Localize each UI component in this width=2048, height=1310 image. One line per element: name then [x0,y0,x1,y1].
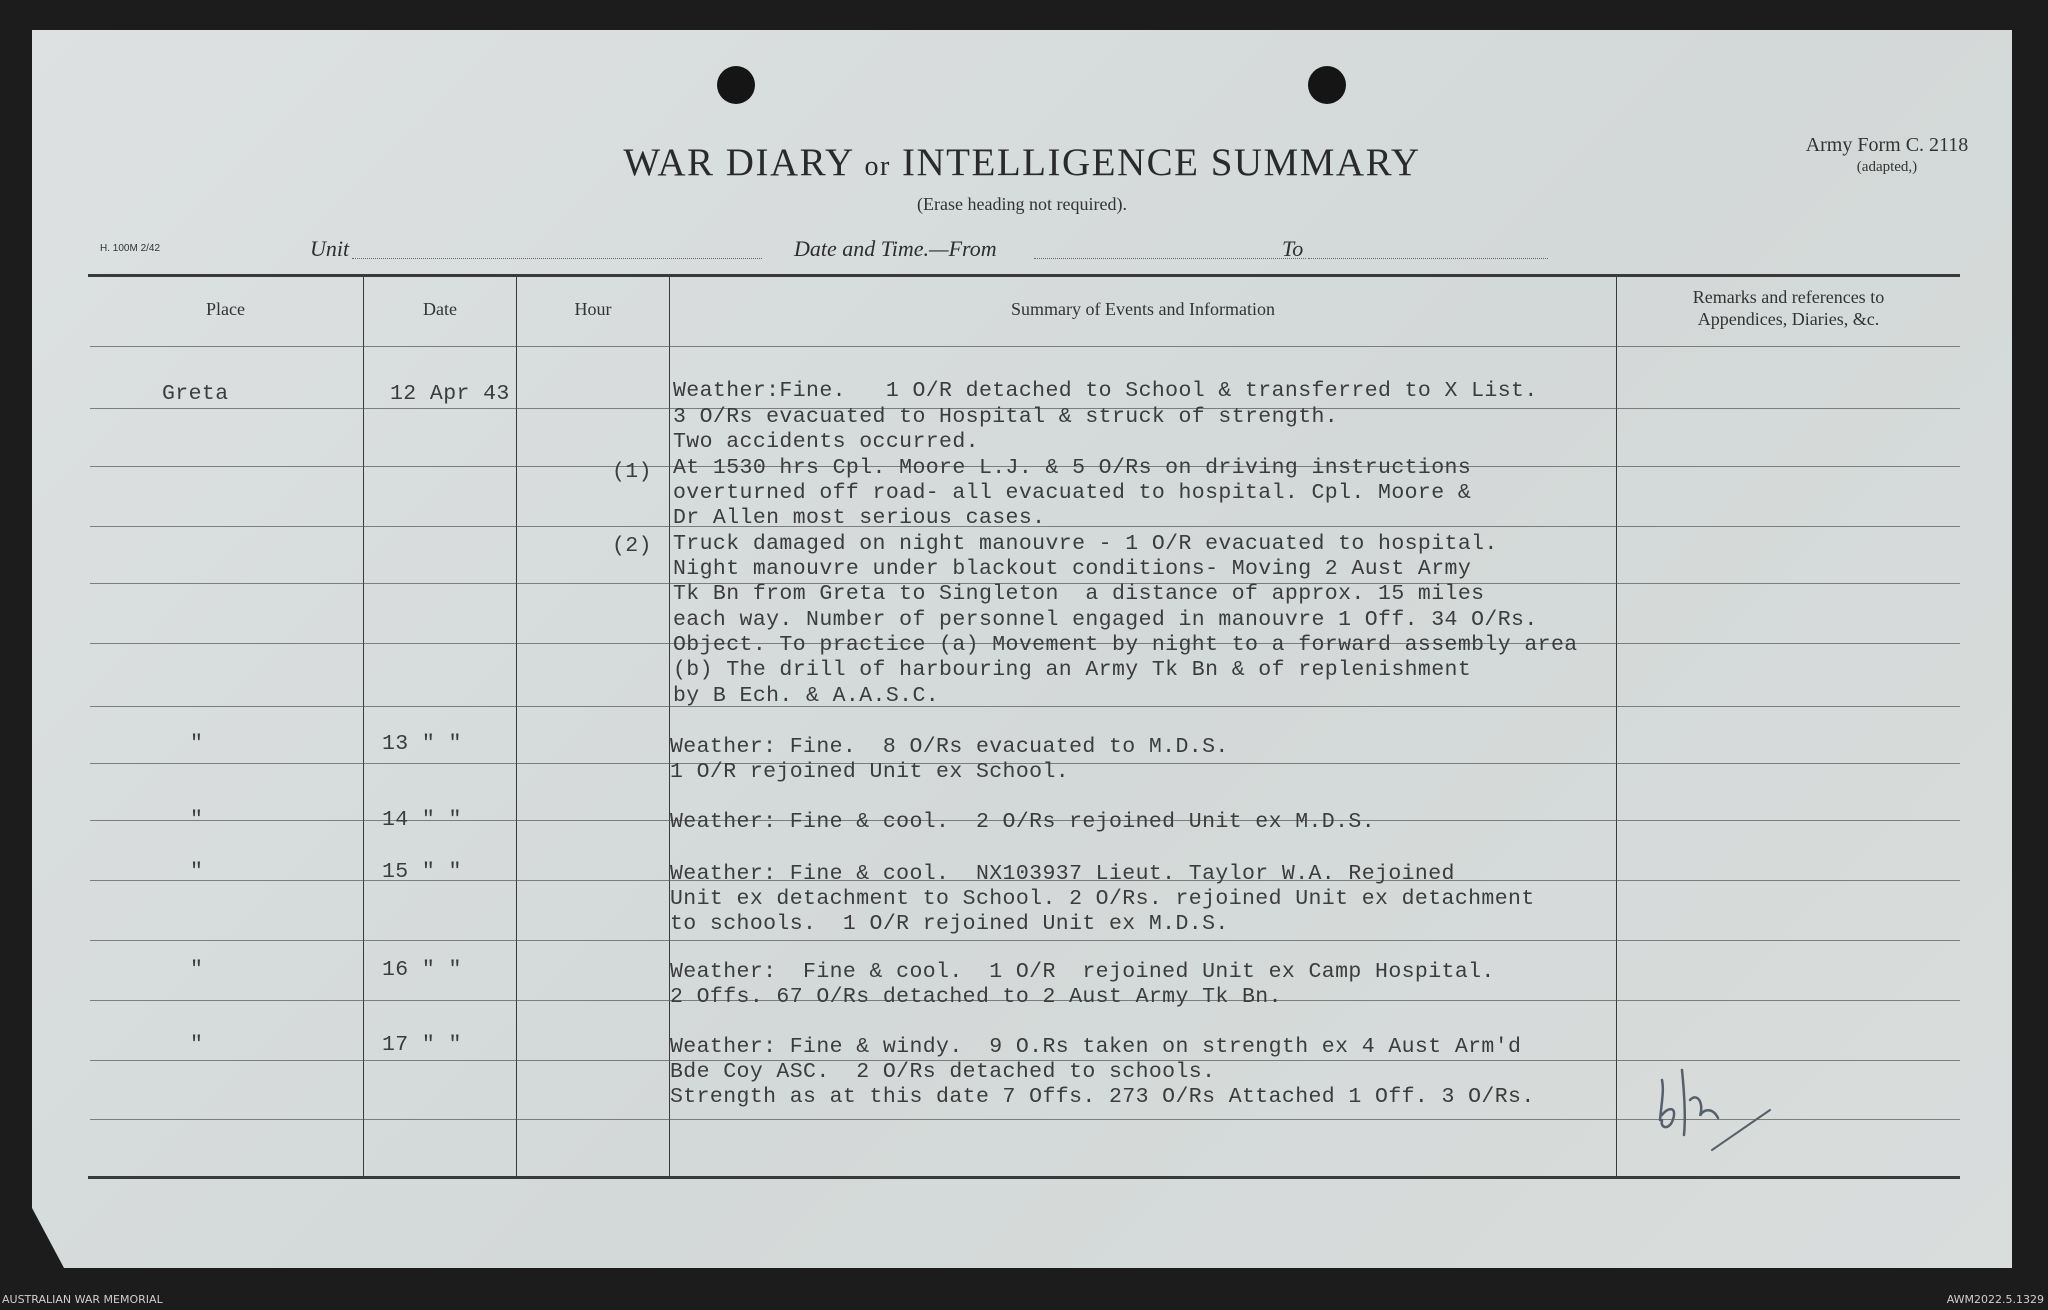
handwritten-initials-signature [1642,1060,1792,1160]
summary-line: Bde Coy ASC. 2 O/Rs detached to schools. [670,1060,1216,1084]
entry-hour-marker: (1) [612,460,652,484]
summary-line: 1 O/R rejoined Unit ex School. [670,760,1070,784]
summary-line: each way. Number of personnel engaged in manouvre 1 Off. 34 O/Rs. [673,608,1538,632]
summary-line: Weather: Fine & cool. 2 O/Rs rejoined Unit ex M.D.S. [670,810,1376,834]
title-intelligence-summary: INTELLIGENCE SUMMARY [902,141,1421,184]
remarks-header-line-1: Remarks and references to [1692,287,1885,307]
summary-line: At 1530 hrs Cpl. Moore L.J. & 5 O/Rs on driving instructions [673,456,1472,480]
summary-line: Unit ex detachment to School. 2 O/Rs. rejoined Unit ex detachment [670,887,1535,911]
column-divider-summary-remarks [1616,276,1617,1176]
column-header-date: Date [423,299,457,319]
summary-line: Night manouvre under blackout conditions- Moving 2 Aust Army [673,557,1472,581]
footer-accession-number: AWM2022.5.1329 [1946,1293,2044,1306]
punch-hole-right [1308,66,1346,104]
column-header-remarks [1617,286,1960,330]
entry-place: " [190,1033,204,1057]
to-fill-line [1308,258,1548,259]
column-header-hour: Hour [574,299,612,319]
form-adapted: (adapted,) [1856,159,1918,175]
entry-place: " [190,860,204,884]
summary-line: Weather: Fine & windy. 9 O.Rs taken on strength ex 4 Aust Arm'd [670,1035,1522,1059]
form-number: Army Form C. 2118 [1805,134,1969,156]
summary-line: Object. To practice (a) Movement by night to a forward assembly area [673,633,1578,657]
diary-sheet [32,30,2012,1268]
entry-place: Greta [162,382,229,406]
summary-line: (b) The drill of harbouring an Army Tk Bn & of replenishment [673,658,1472,682]
table-top-rule [88,274,1960,277]
form-reference [1772,134,2002,176]
table-bottom-rule [88,1176,1960,1179]
summary-line: Strength as at this date 7 Offs. 273 O/Rs Attached 1 Off. 3 O/Rs. [670,1085,1535,1109]
summary-line: by B Ech. & A.A.S.C. [673,684,940,708]
summary-line: Weather: Fine. 8 O/Rs evacuated to M.D.S. [670,735,1229,759]
summary-line: to schools. 1 O/R rejoined Unit ex M.D.S. [670,912,1229,936]
form-title [32,140,2012,185]
summary-line: 2 Offs. 67 O/Rs detached to 2 Aust Army Tk Bn. [670,985,1282,1009]
entry-place: " [190,808,204,832]
summary-line: 3 O/Rs evacuated to Hospital & struck of strength. [673,405,1339,429]
summary-line: Two accidents occurred. [673,430,979,454]
summary-line: Weather: Fine & cool. NX103937 Lieut. Taylor W.A. Rejoined [670,862,1455,886]
title-war-diary: WAR DIARY [623,141,854,184]
entry-date: 15 " " [382,860,462,884]
column-header-summary: Summary of Events and Information [1011,299,1275,319]
ruled-line [90,346,1960,347]
footer-credit: AUSTRALIAN WAR MEMORIAL [2,1293,163,1306]
title-or: or [864,151,891,182]
entry-date: 16 " " [382,958,462,982]
to-label: To [1282,236,1304,261]
column-divider-place-date [363,276,364,1176]
entry-place: " [190,958,204,982]
entry-date: 17 " " [382,1033,462,1057]
entry-hour-marker: (2) [612,534,652,558]
summary-line: Truck damaged on night manouvre - 1 O/R evacuated to hospital. [673,532,1498,556]
column-divider-date-hour [516,276,517,1176]
summary-line: Weather: Fine & cool. 1 O/R rejoined Unit ex Camp Hospital. [670,960,1495,984]
folded-corner [32,1208,64,1268]
summary-line: Dr Allen most serious cases. [673,506,1046,530]
from-fill-line [1034,258,1306,259]
print-code: H. 100M 2/42 [100,243,161,254]
summary-line: overturned off road- all evacuated to hospital. Cpl. Moore & [673,481,1472,505]
form-subtitle: (Erase heading not required). [917,194,1127,214]
unit-label: Unit [310,236,350,261]
punch-hole-left [717,66,755,104]
entry-date: 13 " " [382,732,462,756]
unit-fill-line [352,258,762,259]
summary-line: Tk Bn from Greta to Singleton a distance of approx. 15 miles [673,582,1485,606]
entry-date: 14 " " [382,808,462,832]
ruled-line [90,940,1960,941]
date-time-label: Date and Time.—From [794,236,997,261]
entry-place: " [190,732,204,756]
summary-line: Weather:Fine. 1 O/R detached to School & transferred to X List. [673,379,1538,403]
entry-date: 12 Apr 43 [390,382,510,406]
column-header-place: Place [206,299,245,319]
remarks-header-line-2: Appendices, Diaries, &c. [1697,309,1880,329]
ruled-line [90,706,1960,707]
